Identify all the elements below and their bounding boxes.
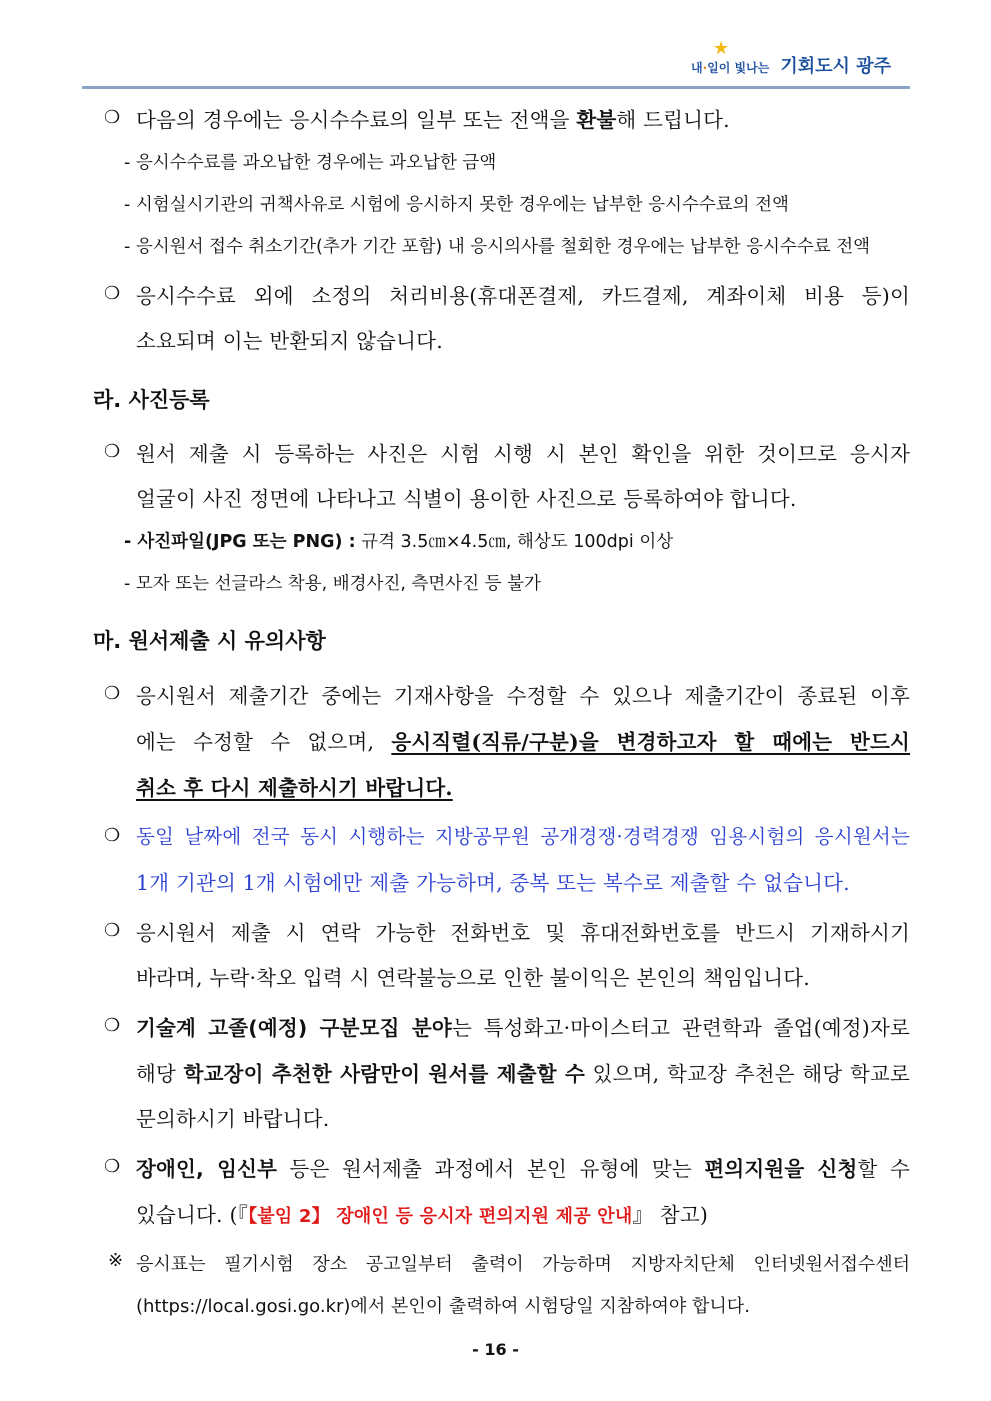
section-photo-registration: 라. 사진등록 [93, 388, 210, 412]
note-line-2: (https://local.gosi.go.kr)에서 본인이 출력하여 시험당일 지참하여야 합니다. [136, 1296, 750, 1317]
section-submission-notes: 마. 원서제출 시 유의사항 [93, 629, 326, 653]
circle-bullet-icon: ❍ [104, 825, 121, 846]
refund-text: 다음의 경우에는 응시수수료의 일부 또는 전액을 환불해 드립니다. [136, 108, 730, 132]
duplicate-line-2: 1개 기관의 1개 시험에만 제출 가능하며, 중복 또는 복수로 제출할 수 없습니다. [136, 871, 850, 895]
circle-bullet-icon: ❍ [104, 920, 121, 941]
accommodation-line-1: 장애인, 임신부 등은 원서제출 과정에서 본인 유형에 맞는 편의지원을 신청할 수 [136, 1157, 910, 1181]
reference-mark-icon: ※ [108, 1250, 124, 1271]
contact-line-1: 응시원서 제출 시 연락 가능한 전화번호 및 휴대전화번호를 반드시 기재하시기 [136, 921, 910, 945]
circle-bullet-icon: ❍ [104, 283, 121, 304]
fee-line-2: 소요되며 이는 반환되지 않습니다. [136, 329, 443, 353]
edit-line-1: 응시원서 제출기간 중에는 기재사항을 수정할 수 있으나 제출기간이 종료된 이후 [136, 684, 910, 708]
photo-line-2: 얼굴이 사진 정면에 나타나고 식별이 용이한 사진으로 등록하여야 합니다. [136, 487, 797, 511]
attachment-reference: 【붙임 2】 장애인 등 응시자 편의지원 제공 안내 [248, 1206, 633, 1227]
circle-bullet-icon: ❍ [104, 1156, 121, 1177]
circle-bullet-icon: ❍ [104, 1015, 121, 1036]
header-slogan: 내·일이 빛나는 [691, 61, 770, 75]
photo-line-1: 원서 제출 시 등록하는 사진은 시험 시행 시 본인 확인을 위한 것이므로 응시자 [136, 442, 910, 466]
technical-line-1: 기술계 고졸(예정) 구분모집 분야는 특성화고·마이스터고 관련학과 졸업(예정)자로 [136, 1016, 910, 1040]
contact-line-2: 바라며, 누락·착오 입력 시 연락불능으로 인한 불이익은 본인의 책임입니다. [136, 966, 810, 990]
fee-line-1: 응시수수료 외에 소정의 처리비용(휴대폰결제, 카드결제, 계좌이체 비용 등)이 [136, 284, 910, 308]
edit-line-3: 취소 후 다시 제출하시기 바랍니다. [136, 776, 453, 800]
technical-line-3: 문의하시기 바랍니다. [136, 1107, 330, 1131]
header-logo [691, 38, 891, 78]
header-city: 기회도시 광주 [780, 56, 891, 77]
circle-bullet-icon: ❍ [104, 683, 121, 704]
page-number: - 16 - [472, 1340, 519, 1359]
edit-line-2: 에는 수정할 수 없으며, 응시직렬(직류/구분)을 변경하고자 할 때에는 반드시 [136, 730, 910, 754]
duplicate-line-1: 동일 날짜에 전국 동시 시행하는 지방공무원 공개경쟁·경력경쟁 임용시험의 응시원서는 [136, 825, 910, 848]
header-divider [82, 86, 910, 89]
circle-bullet-icon: ❍ [104, 441, 121, 462]
star-icon: ★ [713, 38, 730, 59]
slogan-mid: 일이 빛나는 [707, 61, 770, 75]
accommodation-line-2: 있습니다. (『【붙임 2】 장애인 등 응시자 편의지원 제공 안내』 참고) [136, 1203, 709, 1227]
note-line-1: 응시표는 필기시험 장소 공고일부터 출력이 가능하며 지방자치단체 인터넷원서접수센터 [136, 1254, 910, 1275]
circle-bullet-icon: ❍ [104, 107, 121, 128]
slogan-prefix: 내 [691, 61, 703, 75]
technical-line-2: 해당 학교장이 추천한 사람만이 원서를 제출할 수 있으며, 학교장 추천은 해당 학교로 [136, 1062, 910, 1086]
